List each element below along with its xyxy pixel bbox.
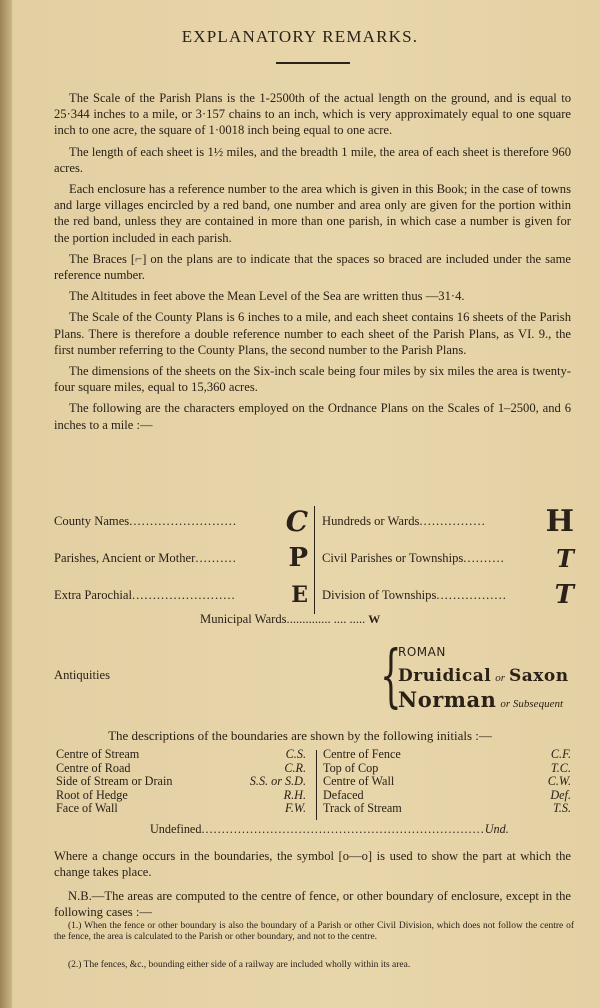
paragraph-altitudes: The Altitudes in feet above the Mean Level of the Sea are written thus —31·4. xyxy=(69,289,465,304)
char-row-county: County Names .......................... C xyxy=(54,504,308,538)
binding-spine xyxy=(0,0,12,1008)
antiquities-block xyxy=(54,637,574,720)
paragraph-characters-intro: The following are the characters employed on the Ordnance Plans on the Scales of 1–2500, and 6 inches to a mile :— xyxy=(54,401,571,432)
boundary-row: Track of Stream T.S. xyxy=(323,801,571,816)
municipal-wards: Municipal Wards.............. .... ..... W xyxy=(200,612,381,626)
paragraph-sheet-length: The length of each sheet is 1½ miles, and the breadth 1 mile, the area of each sheet is therefore 960 acres. xyxy=(54,144,571,175)
antiquities-brace: { xyxy=(380,637,402,716)
nb-note: N.B.—The areas are computed to the centre of fence, or other boundary of enclosure, except in the following cases :— xyxy=(54,889,571,919)
boundary-row: Centre of Road C.R. xyxy=(56,760,306,775)
boundaries-left-column xyxy=(56,748,306,816)
char-row-parishes: Parishes, Ancient or Mother .......... P xyxy=(54,543,308,573)
footnote-2: (2.) The fences, &c., bounding either side of a railway are included wholly within its area. xyxy=(68,960,411,970)
hundreds-symbol: H xyxy=(545,503,574,539)
char-row-hundreds: Hundreds or Wards ................ H xyxy=(322,503,574,539)
char-row-extra-parochial: Extra Parochial ......................... E xyxy=(54,582,308,608)
boundaries-intro: The descriptions of the boundaries are shown by the following initials :— xyxy=(108,728,492,743)
boundary-row: Centre of Fence C.F. xyxy=(323,747,571,761)
change-note: Where a change occurs in the boundaries, the symbol [o—o] is used to show the part at which the change takes place. xyxy=(54,849,571,879)
paragraph-enclosure: Each enclosure has a reference number to the area which is given in this Book; in the case of towns and large villages encircled by a red band, one number and area only are given for the portion within the red band, unless they are contained in more than one parish, in which case a number is given for the portion included in each parish. xyxy=(54,182,571,245)
boundary-row: Face of Wall F.W. xyxy=(56,801,306,816)
paragraph-county-scale: The Scale of the County Plans is 6 inches to a mile, and each sheet contains 16 sheets of the Parish Plans. There is therefore a double reference number to each sheet of the Parish Plans, as VI. 9., the first number referring to the County Plans, the second number to the Parish Plans. xyxy=(54,310,571,357)
intro-paragraphs xyxy=(54,90,571,438)
division-symbol: T xyxy=(554,580,574,610)
antiquities-list xyxy=(398,640,569,712)
parish-symbol: P xyxy=(288,543,308,573)
boundary-row: Side of Stream or Drain S.S. or S.D. xyxy=(56,774,306,789)
footnote-1: (1.) When the fence or other boundary is also the boundary of a Parish or other Civil Division, which does not follow the centre of the fence, the area is calculated to the Parish or other boundary, and not to the centre. xyxy=(54,921,574,942)
title-rule xyxy=(276,62,350,64)
boundary-row: Centre of Wall C.W. xyxy=(323,774,571,789)
boundary-row: Defaced Def. xyxy=(323,787,571,802)
boundaries-divider xyxy=(316,750,317,820)
civil-parish-symbol: T xyxy=(556,543,574,573)
extra-parochial-symbol: E xyxy=(291,582,308,608)
undefined-row: Undefined......................................................................Und. xyxy=(150,822,509,836)
characters-divider xyxy=(314,506,315,614)
paragraph-dimensions: The dimensions of the sheets on the Six-inch scale being four miles by six miles the area is twenty-four square miles, equal to 15,360 acres. xyxy=(54,364,571,395)
boundary-row: Top of Cop T.C. xyxy=(323,760,571,775)
norman-subsequent: Norman or Subsequent xyxy=(398,687,564,712)
boundary-row: Root of Hedge R.H. xyxy=(56,787,306,802)
druidical-saxon: Druidical or Saxon xyxy=(398,666,569,686)
page-title: EXPLANATORY REMARKS. xyxy=(181,27,419,46)
boundary-row: Centre of Stream C.S. xyxy=(56,747,306,761)
char-row-division-townships: Division of Townships ................. T xyxy=(322,580,574,610)
county-symbol: C xyxy=(285,504,308,538)
roman-label: ROMAN xyxy=(398,645,446,659)
char-row-civil-parishes: Civil Parishes or Townships .......... T xyxy=(322,543,574,573)
paragraph-scale: The Scale of the Parish Plans is the 1-2500th of the actual length on the ground, and is equal to 25·344 inches to a mile, or 3·157 chains to an inch, which is very approximately equal to one square inch to one acre, the square of 1·0018 inch being equal to one acre. xyxy=(54,91,571,138)
paragraph-braces: The Braces [⌐] on the plans are to indicate that the spaces so braced are included under the same reference number. xyxy=(54,251,571,283)
boundaries-right-column xyxy=(323,748,571,816)
antiquities-label: Antiquities xyxy=(54,668,110,682)
characters-table xyxy=(54,503,574,626)
